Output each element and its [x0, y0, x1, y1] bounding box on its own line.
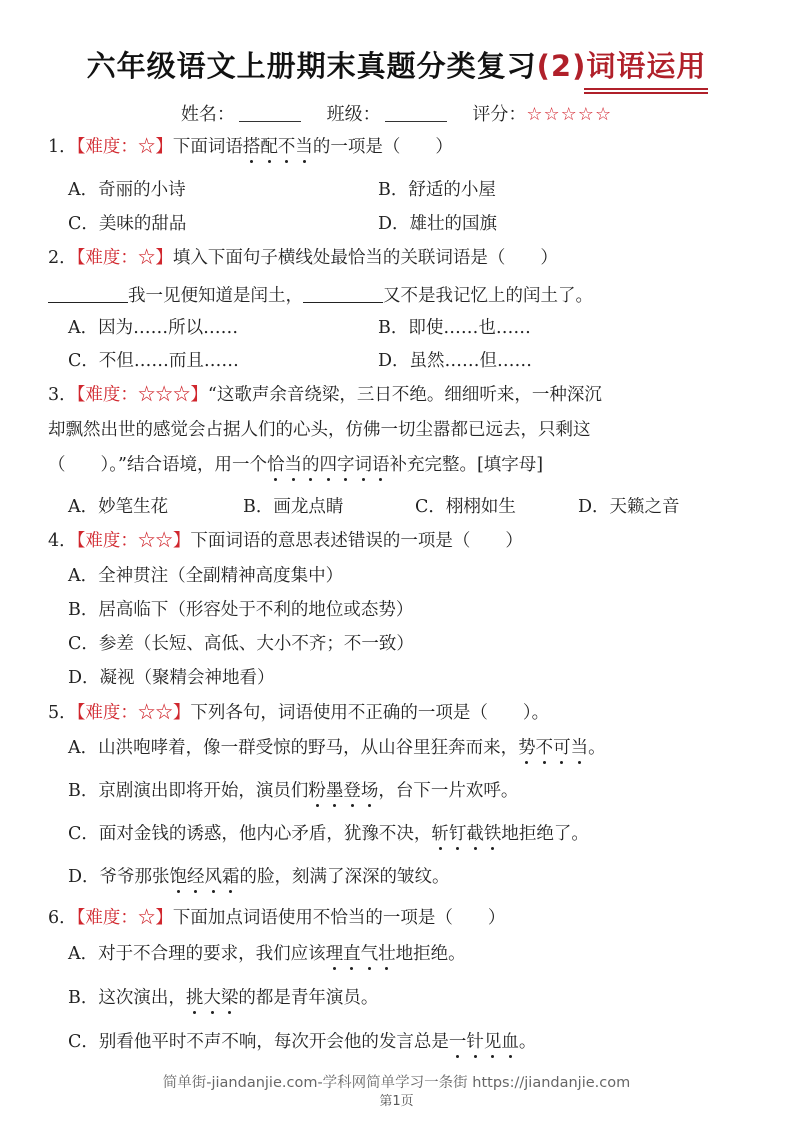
question-5-stem: [48, 699, 549, 724]
class-field: [327, 104, 447, 125]
dotted-char: 当: [284, 451, 302, 476]
dotted-char: 钉: [449, 820, 467, 845]
dotted-char: 墨: [326, 777, 344, 802]
sentence-text: 又不是我记忆上的闰土了。: [383, 286, 593, 306]
dotted-char: 场: [361, 777, 379, 802]
q3-option-a: A．妙笔生花: [68, 497, 169, 517]
option-text: 。: [588, 738, 606, 758]
q3-option-d: D．天籁之音: [578, 497, 680, 517]
question-number: 2．: [48, 248, 77, 268]
dotted-char: 粉: [308, 777, 326, 802]
q6-option-b: [68, 984, 378, 1009]
q4-option-d: D．凝视（聚精会神地看）: [68, 668, 275, 688]
option-text: 地拒绝了。: [501, 824, 589, 844]
stem-text: 下面词语的意思表述错误的一项是（ ）: [190, 531, 523, 551]
dotted-char: 一: [449, 1028, 467, 1053]
difficulty-badge: 【难度：☆】: [76, 248, 173, 268]
dotted-char: 大: [203, 984, 221, 1009]
q4-option-b: B．居高临下（形容处于不利的地位或态势）: [68, 600, 414, 620]
q1-option-a: A．奇丽的小诗: [68, 180, 186, 200]
score-stars: ☆☆☆☆☆: [526, 104, 613, 125]
student-info-row: [0, 100, 793, 126]
q4-option-c: C．参差（长短、高低、大小不齐；不一致）: [68, 634, 414, 654]
q5-option-a: [68, 734, 606, 759]
option-text: A．对于不合理的要求，我们应该: [68, 944, 326, 964]
q3-option-b: B．画龙点睛: [243, 497, 344, 517]
sentence-text: 我一见便知道是闰土，: [128, 286, 303, 306]
dotted-char: 血: [501, 1028, 519, 1053]
dotted-char: 霜: [222, 863, 240, 888]
dotted-char: 经: [187, 863, 205, 888]
dotted-char: 直: [343, 940, 361, 965]
q1-option-c: C．美味的甜品: [68, 214, 187, 234]
dotted-char: 壮: [378, 940, 396, 965]
dotted-char: 斩: [431, 820, 449, 845]
question-number: 3．: [48, 385, 77, 405]
question-3-line-3: [48, 451, 543, 476]
question-6-stem: [48, 904, 505, 929]
fill-blank: [48, 302, 128, 303]
dotted-char: 可: [553, 734, 571, 759]
option-text: 的脸，刻满了深深的皱纹。: [239, 867, 450, 887]
dotted-char: 字: [337, 451, 355, 476]
question-number: 6．: [48, 908, 77, 928]
q3-option-c: C．栩栩如生: [415, 497, 516, 517]
dotted-char: 配: [260, 133, 278, 158]
page-number: 第1页: [379, 1094, 414, 1109]
question-1-stem: [48, 133, 453, 158]
dotted-char: 当: [571, 734, 589, 759]
question-number: 5．: [48, 703, 77, 723]
difficulty-badge: 【难度：☆☆☆】: [76, 385, 208, 405]
difficulty-badge: 【难度：☆☆】: [76, 703, 191, 723]
dotted-char: 梁: [221, 984, 239, 1009]
dotted-char: 铁: [484, 820, 502, 845]
q5-option-d: [68, 863, 450, 888]
difficulty-badge: 【难度：☆】: [76, 908, 173, 928]
stem-text: 填入下面句子横线处最恰当的关联词语是（ ）: [172, 248, 558, 268]
difficulty-badge: 【难度：☆☆】: [76, 531, 191, 551]
q6-option-c: [68, 1028, 536, 1053]
class-label: 班级：: [326, 104, 381, 125]
question-2-stem: [48, 244, 558, 269]
option-text: A．山洪咆哮着，像一群受惊的野马，从山谷里狂奔而来，: [68, 738, 519, 758]
q5-option-c: [68, 820, 589, 845]
dotted-char: 截: [466, 820, 484, 845]
question-3-line-1: [48, 381, 602, 406]
dotted-char: 针: [466, 1028, 484, 1053]
question-4-stem: [48, 527, 523, 552]
difficulty-badge: 【难度：☆】: [76, 137, 173, 157]
question-2-sentence: [48, 282, 593, 307]
dotted-char: 词: [354, 451, 372, 476]
question-number: 1．: [48, 137, 77, 157]
title-topic: 词语运用: [586, 44, 706, 85]
q2-option-d: D．虽然……但……: [378, 351, 533, 371]
question-3-line-2: 却飘然出世的感觉会占据人们的心头，仿佛一切尘嚣都已远去，只剩这: [48, 420, 591, 440]
q5-option-b: [68, 777, 518, 802]
q1-option-d: D．雄壮的国旗: [378, 214, 498, 234]
dotted-char: 登: [343, 777, 361, 802]
option-text: C．别看他平时不声不响，每次开会他的发言总是: [68, 1032, 449, 1052]
option-text: 的都是青年演员。: [238, 988, 379, 1008]
dotted-char: 势: [518, 734, 536, 759]
stem-text: 补充完整。[填字母]: [389, 455, 544, 475]
q6-option-a: [68, 940, 466, 965]
q1-option-b: B．舒适的小屋: [378, 180, 496, 200]
name-blank: [239, 121, 301, 122]
q2-option-c: C．不但……而且……: [68, 351, 239, 371]
title-number: (2): [536, 49, 587, 83]
stem-text: （ ）。”结合语境，用一个: [48, 455, 267, 475]
option-text: 。: [518, 1032, 537, 1052]
dotted-char: 气: [361, 940, 379, 965]
option-text: D．爷爷那张: [68, 867, 170, 887]
dotted-char: 饱: [170, 863, 188, 888]
dotted-char: 语: [372, 451, 390, 476]
dotted-char: 恰: [267, 451, 285, 476]
dotted-char: 见: [484, 1028, 502, 1053]
stem-text: 下面加点词语使用不恰当的一项是（ ）: [172, 908, 506, 928]
class-blank: [385, 121, 447, 122]
dotted-char: 当: [295, 133, 313, 158]
dotted-char: 四: [319, 451, 337, 476]
option-text: 地拒绝。: [395, 944, 466, 964]
watermark-footer: 简单街-jiandanjie.com-学科网简单学习一条街 https://jiandanjie.com: [162, 1075, 631, 1091]
q4-option-a: A．全神贯注（全副精神高度集中）: [68, 566, 344, 586]
q2-option-a: A．因为……所以……: [68, 318, 239, 338]
stem-text: “这歌声余音绕梁，三日不绝。细细听来，一种深沉: [207, 385, 602, 405]
score-label: 评分：: [472, 104, 527, 125]
option-text: B．这次演出，: [68, 988, 186, 1008]
dotted-char: 挑: [186, 984, 204, 1009]
score-field: [472, 104, 612, 125]
title-main: 六年级语文上册期末真题分类复习: [86, 49, 537, 83]
fill-blank: [303, 302, 383, 303]
dotted-char: 风: [205, 863, 223, 888]
page-title: [0, 44, 793, 85]
name-field: [181, 104, 301, 125]
stem-text: 的一项是（ ）: [312, 137, 453, 157]
option-text: B．京剧演出即将开始，演员们: [68, 781, 309, 801]
option-text: ，台下一片欢呼。: [378, 781, 519, 801]
dotted-char: 理: [326, 940, 344, 965]
stem-text: 下面词语: [172, 137, 243, 157]
dotted-char: 不: [278, 133, 296, 158]
name-label: 姓名：: [180, 104, 235, 125]
dotted-char: 的: [302, 451, 320, 476]
q2-option-b: B．即使……也……: [378, 318, 531, 338]
dotted-char: 不: [536, 734, 554, 759]
question-number: 4．: [48, 531, 77, 551]
option-text: C．面对金钱的诱惑，他内心矛盾，犹豫不决，: [68, 824, 432, 844]
dotted-char: 搭: [243, 133, 261, 158]
stem-text: 下列各句，词语使用不正确的一项是（ ）。: [190, 703, 550, 723]
